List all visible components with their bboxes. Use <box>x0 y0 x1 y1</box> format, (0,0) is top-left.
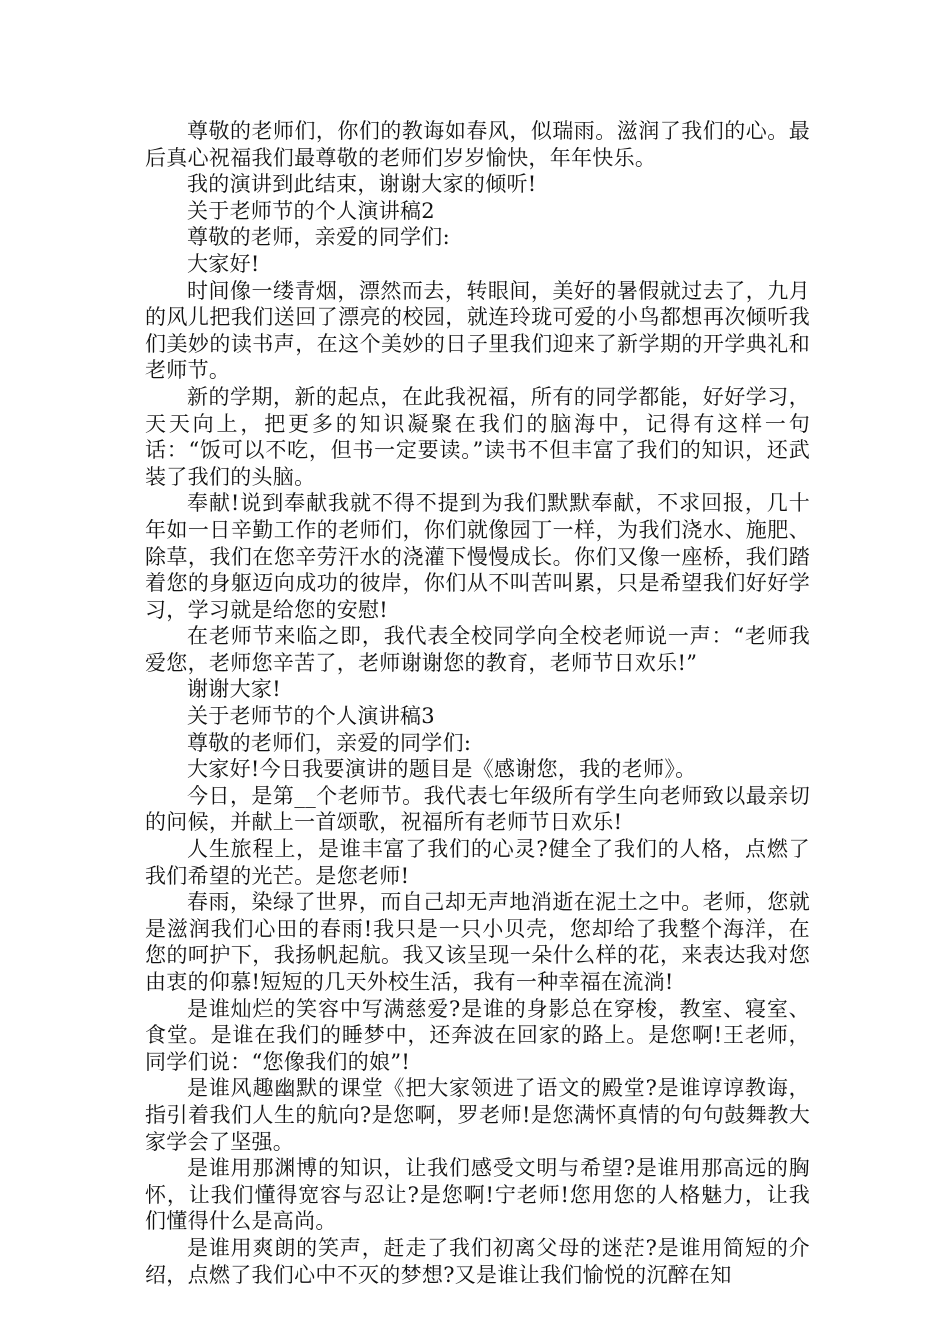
paragraph-7: 新的学期，新的起点，在此我祝福，所有的同学都能，好好学习，天天向上，把更多的知识凝聚在我们的脑海中，记得有这样一句话：“饭可以不吃，但书一定要读。”读书不但丰富了我们的知识，还武装了我们的头脑。 <box>145 384 810 489</box>
paragraph-6: 时间像一缕青烟，漂然而去，转眼间，美好的暑假就过去了，九月的风儿把我们送回了漂亮的校园，就连玲珑可爱的小鸟都想再次倾听我们美妙的读书声，在这个美妙的日子里我们迎来了新学期的开学典礼和老师节。 <box>145 278 810 383</box>
section-heading-3: 关于老师节的个人演讲稿3 <box>187 704 435 729</box>
section-heading-2: 关于老师节的个人演讲稿2 <box>187 198 435 223</box>
document-page <box>145 118 810 1288</box>
paragraph-1: 尊敬的老师们，你们的教诲如春风，似瑞雨。滋润了我们的心。最后真心祝福我们最尊敬的老师们岁岁愉快，年年快乐。 <box>145 119 810 170</box>
paragraph-17: 是谁灿烂的笑容中写满慈爱?是谁的身影总在穿梭，教室、寝室、食堂。是谁在我们的睡梦中，还奔波在回家的路上。是您啊!王老师，同学们说：“您像我们的娘”! <box>145 996 810 1074</box>
paragraph-8: 奉献!说到奉献我就不得不提到为我们默默奉献，不求回报，几十年如一日辛勤工作的老师们，你们就像园丁一样，为我们浇水、施肥、除草，我们在您辛劳汗水的浇灌下慢慢成长。你们又像一座桥，我们踏着您的身躯迈向成功的彼岸，你们从不叫苦叫累，只是希望我们好好学习，学习就是给您的安慰! <box>145 491 810 622</box>
paragraph-19: 是谁用那渊博的知识，让我们感受文明与希望?是谁用那高远的胸怀，让我们懂得宽容与忍让?是您啊!宁老师!您用您的人格魅力，让我们懂得什么是高尚。 <box>145 1156 810 1234</box>
greeting-salutation-3: 尊敬的老师们，亲爱的同学们: <box>187 730 472 755</box>
paragraph-18: 是谁风趣幽默的课堂《把大家领进了语文的殿堂?是谁谆谆教诲，指引着我们人生的航向?是您啊，罗老师!是您满怀真情的句句鼓舞教大家学会了坚强。 <box>145 1076 810 1154</box>
paragraph-15: 人生旅程上，是谁丰富了我们的心灵?健全了我们的人格，点燃了我们希望的光芒。是您老师! <box>145 837 810 888</box>
greeting-2: 大家好! <box>187 251 260 276</box>
paragraph-14: 今日，是第__个老师节。我代表七年级所有学生向老师致以最亲切的问候，并献上一首颂歌，祝福所有老师节日欢乐! <box>145 783 810 835</box>
paragraph-16: 春雨，染绿了世界，而自己却无声地消逝在泥土之中。老师，您就是滋润我们心田的春雨!我只是一只小贝壳，您却给了我整个海洋，在您的呵护下，我扬帆起航。我又该呈现一朵什么样的花，来表达我对您由衷的仰慕!短短的几天外校生活，我有一种幸福在流淌! <box>145 890 810 994</box>
paragraph-2: 我的演讲到此结束，谢谢大家的倾听! <box>187 172 537 197</box>
greeting-salutation-2: 尊敬的老师，亲爱的同学们: <box>187 225 450 250</box>
greeting-3: 大家好!今日我要演讲的题目是《感谢您，我的老师》。 <box>187 757 697 782</box>
paragraph-9: 在老师节来临之即，我代表全校同学向全校老师说一声：“老师我爱您，老师您辛苦了，老师谢谢您的教育，老师节日欢乐!” <box>145 624 810 675</box>
closing-thanks: 谢谢大家! <box>187 677 281 702</box>
paragraph-20: 是谁用爽朗的笑声，赶走了我们初离父母的迷茫?是谁用简短的介绍，点燃了我们心中不灭的梦想?又是谁让我们愉悦的沉醉在知 <box>145 1235 810 1287</box>
